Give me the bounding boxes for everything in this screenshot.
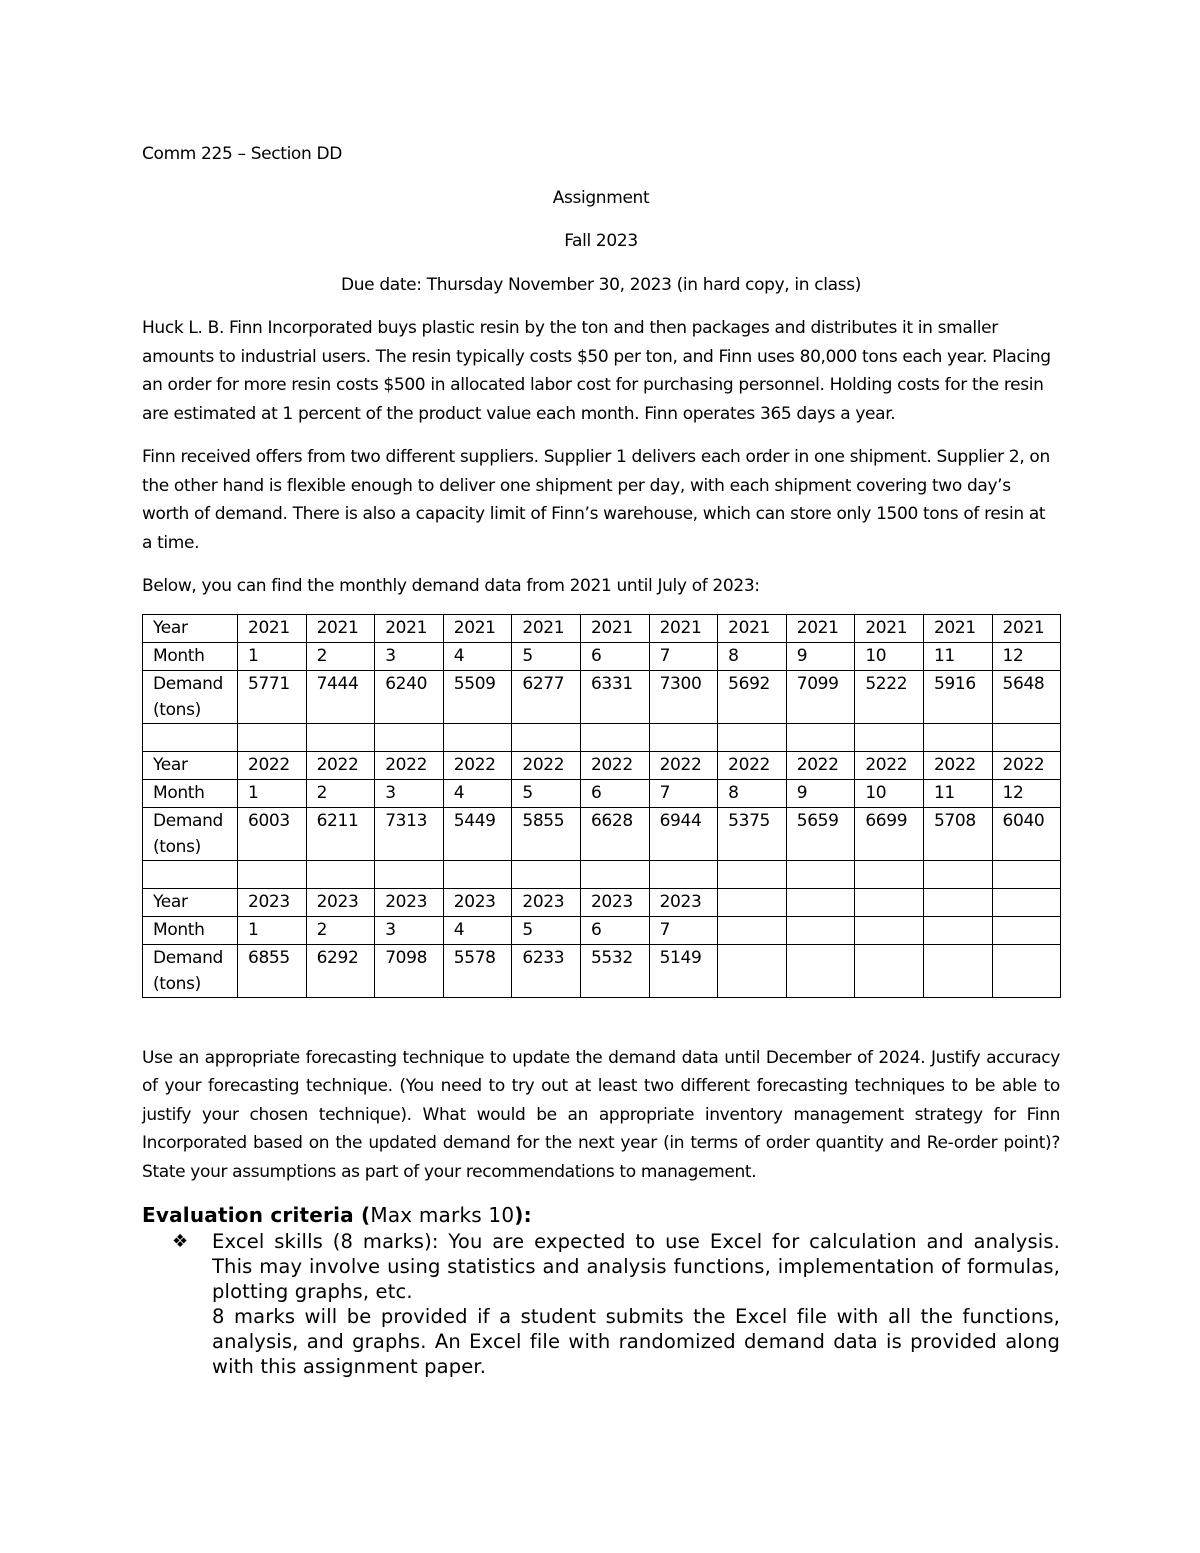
month-row <box>143 642 1061 670</box>
table-cell: 6040 <box>992 807 1061 860</box>
row-label: Year <box>143 614 238 642</box>
row-label: Month <box>143 642 238 670</box>
evaluation-item-detail: 8 marks will be provided if a student submits the Excel file with all the functions, analysis, and graphs. An Excel file with randomized demand data is provided along with this assignment paper. <box>212 1305 1060 1378</box>
table-cell: 2022 <box>649 751 718 779</box>
table-cell: 5449 <box>443 807 512 860</box>
table-cell: 5 <box>512 642 581 670</box>
table-cell: 2021 <box>443 614 512 642</box>
table-cell: 5855 <box>512 807 581 860</box>
table-cell: 2021 <box>306 614 375 642</box>
empty-cell <box>238 723 307 751</box>
demand-table <box>142 614 1061 998</box>
table-cell: 2022 <box>718 751 787 779</box>
table-cell: 2022 <box>375 751 444 779</box>
table-cell: 5 <box>512 916 581 944</box>
evaluation-title-bold: Evaluation criteria ( <box>142 1203 371 1227</box>
month-row <box>143 916 1061 944</box>
table-cell: 5532 <box>580 944 649 997</box>
empty-cell <box>306 723 375 751</box>
table-cell <box>992 888 1061 916</box>
table-cell: 5708 <box>923 807 992 860</box>
empty-cell <box>649 723 718 751</box>
task-paragraph: Use an appropriate forecasting technique to update the demand data until December of 2024. Justify accuracy of your forecasting technique. (You need to try out at least two different forecasting techniques to be able to justify your chosen technique). What would be an appropriate inventory management strategy for Finn Incorporated based on the updated demand for the next year (in terms of order quantity and Re-order point)? State your assumptions as part of your recommendations to management. <box>142 1047 1060 1182</box>
table-cell: 12 <box>992 642 1061 670</box>
row-label: Year <box>143 751 238 779</box>
table-cell: 5 <box>512 779 581 807</box>
spacer-row <box>143 860 1061 888</box>
table-cell: 2021 <box>649 614 718 642</box>
table-cell: 2022 <box>306 751 375 779</box>
table-cell: 2023 <box>580 888 649 916</box>
table-cell: 2023 <box>306 888 375 916</box>
table-cell <box>855 944 924 997</box>
table-cell: 7444 <box>306 670 375 723</box>
table-cell: 12 <box>992 779 1061 807</box>
table-cell: 6211 <box>306 807 375 860</box>
table-cell: 2022 <box>443 751 512 779</box>
table-cell <box>923 888 992 916</box>
empty-cell <box>923 860 992 888</box>
empty-cell <box>375 860 444 888</box>
empty-cell <box>512 860 581 888</box>
table-cell: 6 <box>580 642 649 670</box>
empty-cell <box>718 723 787 751</box>
table-cell <box>718 916 787 944</box>
table-cell: 2023 <box>512 888 581 916</box>
table-cell: 3 <box>375 779 444 807</box>
table-cell: 8 <box>718 642 787 670</box>
evaluation-max-marks: Max marks 10 <box>370 1203 515 1227</box>
table-cell: 4 <box>443 779 512 807</box>
table-cell: 2023 <box>443 888 512 916</box>
table-cell: 11 <box>923 779 992 807</box>
table-cell: 7313 <box>375 807 444 860</box>
course-header: Comm 225 – Section DD <box>142 144 342 164</box>
table-cell <box>992 916 1061 944</box>
table-cell: 5692 <box>718 670 787 723</box>
empty-cell <box>786 723 855 751</box>
table-cell <box>855 888 924 916</box>
table-cell: 6240 <box>375 670 444 723</box>
table-cell: 6277 <box>512 670 581 723</box>
table-cell <box>718 888 787 916</box>
table-cell: 10 <box>855 779 924 807</box>
table-cell: 5509 <box>443 670 512 723</box>
empty-cell <box>923 723 992 751</box>
table-cell: 5648 <box>992 670 1061 723</box>
row-label: Month <box>143 779 238 807</box>
empty-cell <box>443 860 512 888</box>
empty-cell <box>992 860 1061 888</box>
empty-cell <box>512 723 581 751</box>
table-cell: 5771 <box>238 670 307 723</box>
year-row <box>143 614 1061 642</box>
table-cell: 6944 <box>649 807 718 860</box>
table-cell: 2021 <box>375 614 444 642</box>
table-cell: 7099 <box>786 670 855 723</box>
table-cell: 5149 <box>649 944 718 997</box>
table-cell: 5578 <box>443 944 512 997</box>
demand-row <box>143 807 1061 860</box>
table-cell: 8 <box>718 779 787 807</box>
table-cell: 10 <box>855 642 924 670</box>
table-cell: 6 <box>580 779 649 807</box>
evaluation-item-text: Excel skills (8 marks): You are expected to use Excel for calculation and analysis. This may involve using statistics and analysis functions, implementation of formulas, plotting graphs, etc. <box>212 1230 1060 1303</box>
month-row <box>143 779 1061 807</box>
empty-cell <box>649 860 718 888</box>
table-cell <box>786 944 855 997</box>
empty-cell <box>580 723 649 751</box>
table-cell: 7300 <box>649 670 718 723</box>
evaluation-list <box>142 1229 1060 1379</box>
table-cell: 6855 <box>238 944 307 997</box>
table-cell: 2021 <box>718 614 787 642</box>
table-cell: 4 <box>443 916 512 944</box>
row-label: Demand (tons) <box>143 944 238 997</box>
assignment-page <box>142 140 1060 1379</box>
table-cell: 6233 <box>512 944 581 997</box>
table-cell: 1 <box>238 642 307 670</box>
table-cell: 2023 <box>375 888 444 916</box>
table-cell <box>786 916 855 944</box>
document-title: Assignment <box>552 187 650 208</box>
table-cell: 6699 <box>855 807 924 860</box>
demand-row <box>143 944 1061 997</box>
evaluation-title <box>142 1201 1060 1229</box>
table-cell: 2023 <box>238 888 307 916</box>
table-cell: 2021 <box>992 614 1061 642</box>
term: Fall 2023 <box>564 231 638 251</box>
table-cell: 7 <box>649 642 718 670</box>
table-cell: 4 <box>443 642 512 670</box>
row-label: Demand (tons) <box>143 807 238 860</box>
table-cell: 2022 <box>512 751 581 779</box>
intro-paragraph: Huck L. B. Finn Incorporated buys plastic resin by the ton and then packages and distributes it in smaller amounts to industrial users. The resin typically costs $50 per ton, and Finn uses 80,000 tons each year. Placing an order for more resin costs $500 in allocated labor cost for purchasing personnel. Holding costs for the resin are estimated at 1 percent of the product value each month. Finn operates 365 days a year. <box>142 318 1051 424</box>
empty-cell <box>375 723 444 751</box>
empty-cell <box>855 723 924 751</box>
table-cell: 6331 <box>580 670 649 723</box>
table-cell: 7098 <box>375 944 444 997</box>
demand-row <box>143 670 1061 723</box>
table-cell: 9 <box>786 642 855 670</box>
table-cell: 2021 <box>923 614 992 642</box>
evaluation-item-excel <box>172 1229 1060 1379</box>
table-cell: 3 <box>375 642 444 670</box>
empty-cell <box>306 860 375 888</box>
table-cell: 5916 <box>923 670 992 723</box>
suppliers-paragraph: Finn received offers from two different suppliers. Supplier 1 delivers each order in one shipment. Supplier 2, on the other hand is flexible enough to deliver one shipment per day, with each shipment covering two day’s worth of demand. There is also a capacity limit of Finn’s warehouse, which can store only 1500 tons of resin at a time. <box>142 447 1050 553</box>
diamond-bullet-icon: ❖ <box>172 1231 189 1252</box>
empty-cell <box>143 860 238 888</box>
table-cell: 2 <box>306 779 375 807</box>
table-cell: 2023 <box>649 888 718 916</box>
table-cell: 2022 <box>992 751 1061 779</box>
empty-cell <box>238 860 307 888</box>
empty-cell <box>855 860 924 888</box>
table-cell: 3 <box>375 916 444 944</box>
table-cell: 6003 <box>238 807 307 860</box>
empty-cell <box>718 860 787 888</box>
table-cell: 9 <box>786 779 855 807</box>
table-cell: 2021 <box>786 614 855 642</box>
table-cell <box>923 944 992 997</box>
table-cell: 7 <box>649 779 718 807</box>
due-date: Due date: Thursday November 30, 2023 (in hard copy, in class) <box>341 274 861 295</box>
evaluation-title-end: ): <box>514 1203 532 1227</box>
table-cell: 2021 <box>855 614 924 642</box>
table-cell: 2022 <box>580 751 649 779</box>
row-label: Month <box>143 916 238 944</box>
table-cell: 6 <box>580 916 649 944</box>
empty-cell <box>143 723 238 751</box>
table-cell <box>923 916 992 944</box>
empty-cell <box>786 860 855 888</box>
empty-cell <box>580 860 649 888</box>
table-cell: 1 <box>238 916 307 944</box>
table-cell: 5659 <box>786 807 855 860</box>
table-cell: 2021 <box>238 614 307 642</box>
year-row <box>143 751 1061 779</box>
table-cell: 11 <box>923 642 992 670</box>
table-cell: 2022 <box>923 751 992 779</box>
table-cell: 7 <box>649 916 718 944</box>
spacer-row <box>143 723 1061 751</box>
table-cell: 6628 <box>580 807 649 860</box>
table-cell: 2021 <box>580 614 649 642</box>
table-cell: 2 <box>306 642 375 670</box>
table-cell: 2 <box>306 916 375 944</box>
table-intro: Below, you can find the monthly demand data from 2021 until July of 2023: <box>142 576 760 596</box>
empty-cell <box>443 723 512 751</box>
table-cell: 2022 <box>855 751 924 779</box>
table-cell: 2021 <box>512 614 581 642</box>
row-label: Demand (tons) <box>143 670 238 723</box>
row-label: Year <box>143 888 238 916</box>
table-cell: 2022 <box>786 751 855 779</box>
table-cell: 5375 <box>718 807 787 860</box>
table-cell <box>786 888 855 916</box>
table-cell: 6292 <box>306 944 375 997</box>
table-cell: 2022 <box>238 751 307 779</box>
table-cell: 1 <box>238 779 307 807</box>
table-cell <box>855 916 924 944</box>
empty-cell <box>992 723 1061 751</box>
year-row <box>143 888 1061 916</box>
table-cell: 5222 <box>855 670 924 723</box>
table-cell <box>718 944 787 997</box>
table-cell <box>992 944 1061 997</box>
